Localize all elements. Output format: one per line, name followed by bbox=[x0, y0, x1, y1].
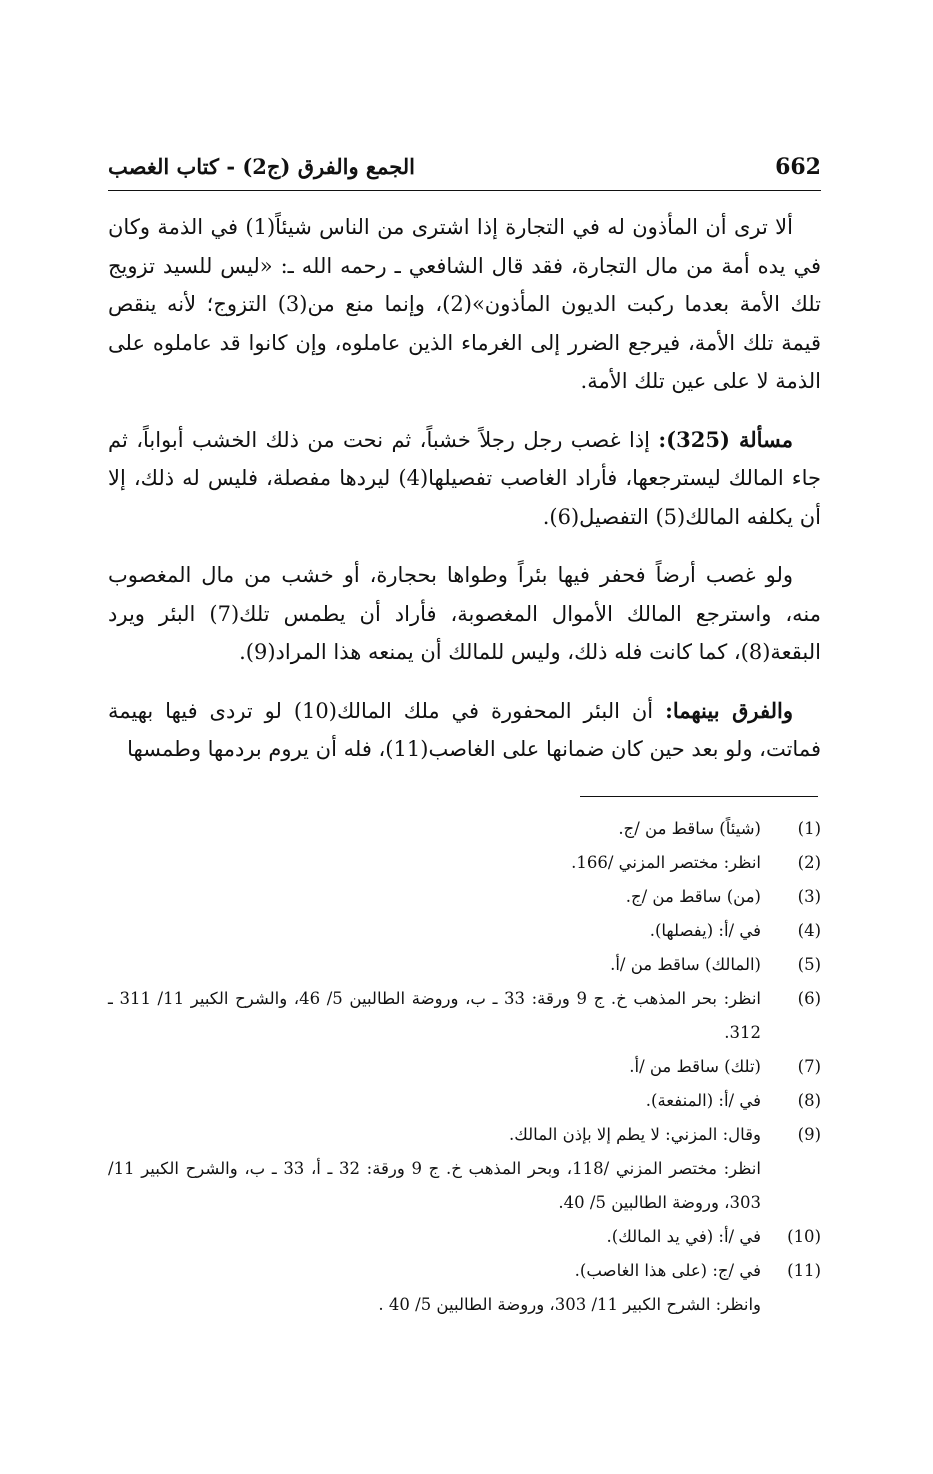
footnote bbox=[108, 1084, 821, 1118]
footnote-text: (المالك) ساقط من /أ. bbox=[610, 955, 761, 974]
footnote-number: (3) bbox=[797, 887, 821, 906]
footnote-separator bbox=[580, 796, 818, 797]
footnote-number: (6) bbox=[797, 989, 821, 1008]
paragraph-1: ألا ترى أن المأذون له في التجارة إذا اشترى من الناس شيئاً(1) في الذمة وكان في يده أمة من مال التجارة، فقد قال الشافعي ـ رحمه الله ـ: «ليس للسيد تزويج تلك الأمة بعدما ركبت الديون المأذون»(2)، وإنما منع من(3) التزوج؛ لأنه ينقص قيمة تلك الأمة، فيرجع الضرر إلى الغرماء الذين عاملوه، وإن كانوا قد عاملوه على الذمة لا على عين تلك الأمة. bbox=[108, 215, 822, 393]
main-text bbox=[108, 208, 821, 769]
footnote bbox=[108, 1118, 821, 1152]
footnote bbox=[108, 1220, 821, 1254]
footnote-number: (10) bbox=[787, 1227, 821, 1246]
footnote-number: (2) bbox=[797, 853, 821, 872]
footnotes bbox=[108, 812, 821, 1322]
footnote bbox=[108, 982, 821, 1050]
footnote-text: انظر: مختصر المزني /118، وبحر المذهب خ. ج 9 ورقة: 32 ـ أ، 33 ـ ب، والشرح الكبير 11/ 303، وروضة الطالبين 5/ 40. bbox=[108, 1159, 761, 1212]
footnote bbox=[108, 1254, 821, 1288]
footnote-text: (تلك) ساقط من /أ. bbox=[629, 1057, 761, 1076]
footnote bbox=[108, 812, 821, 846]
running-title: الجمع والفرق (ج2) - كتاب الغصب bbox=[108, 154, 416, 179]
footnote-text: وقال: المزني: لا يطم إلا بإذن المالك. bbox=[508, 1125, 761, 1144]
footnote-number: (11) bbox=[787, 1261, 821, 1280]
footnote bbox=[108, 880, 821, 914]
footnote bbox=[108, 948, 821, 982]
paragraph-3: ولو غصب أرضاً فحفر فيها بئراً وطواها بحجارة، أو خشب من مال المغصوب منه، واسترجع المالك الأموال المغصوبة، فأراد أن يطمس تلك(7) البئر ويرد البقعة(8)، كما كانت فله ذلك، وليس للمالك أن يمنعه هذا المراد(9). bbox=[108, 563, 821, 664]
footnote-text: (شيئاً) ساقط من /ج. bbox=[618, 819, 761, 838]
footnote-number: (7) bbox=[797, 1057, 821, 1076]
footnote bbox=[108, 1050, 821, 1084]
footnote-text: في /أ: (يفصلها). bbox=[649, 921, 761, 940]
paragraph-issue-325 bbox=[108, 421, 821, 537]
page-number: 662 bbox=[775, 154, 821, 180]
footnote-number: (1) bbox=[797, 819, 821, 838]
footnote-number: (4) bbox=[797, 921, 821, 940]
footnote-text: وانظر: الشرح الكبير 11/ 303، وروضة الطالبين 5/ 40 . bbox=[378, 1295, 761, 1314]
difference-text: أن البئر المحفورة في ملك المالك(10) لو تردى فيها بهيمة فماتت، ولو بعد حين كان ضمانها على الغاصب(11)، فله أن يروم بردمها وطمسها bbox=[108, 698, 821, 761]
footnote bbox=[108, 914, 821, 948]
footnote-text: في /ج: (على هذا الغاصب). bbox=[574, 1261, 761, 1280]
footnote-number: (9) bbox=[797, 1125, 821, 1144]
footnote-text: انظر: بحر المذهب خ. ج 9 ورقة: 33 ـ ب، وروضة الطالبين 5/ 46، والشرح الكبير 11/ 311 ـ 312. bbox=[108, 989, 761, 1042]
footnote-text: انظر: مختصر المزني /166. bbox=[571, 853, 761, 872]
footnote-text: في /أ: (المنفعة). bbox=[645, 1091, 761, 1110]
footnote-text: في /أ: (في يد المالك). bbox=[606, 1227, 761, 1246]
footnote-continuation bbox=[108, 1288, 821, 1322]
footnote-number: (5) bbox=[797, 955, 821, 974]
paragraph-difference bbox=[108, 692, 821, 769]
issue-text: إذا غصب رجل رجلاً خشباً، ثم نحت من ذلك الخشب أبواباً، ثم جاء المالك ليسترجعها، فأراد الغاصب تفصيلها(4) ليردها مفصلة، فليس له ذلك، إلا أن يكلفه المالك(5) التفصيل(6). bbox=[108, 427, 821, 529]
footnote-continuation bbox=[108, 1152, 821, 1220]
footnote bbox=[108, 846, 821, 880]
page-header bbox=[108, 150, 821, 191]
difference-label: والفرق بينهما: bbox=[665, 697, 793, 723]
footnote-number: (8) bbox=[797, 1091, 821, 1110]
issue-label: مسألة (325): bbox=[658, 426, 793, 452]
footnote-text: (من) ساقط من /ج. bbox=[625, 887, 761, 906]
